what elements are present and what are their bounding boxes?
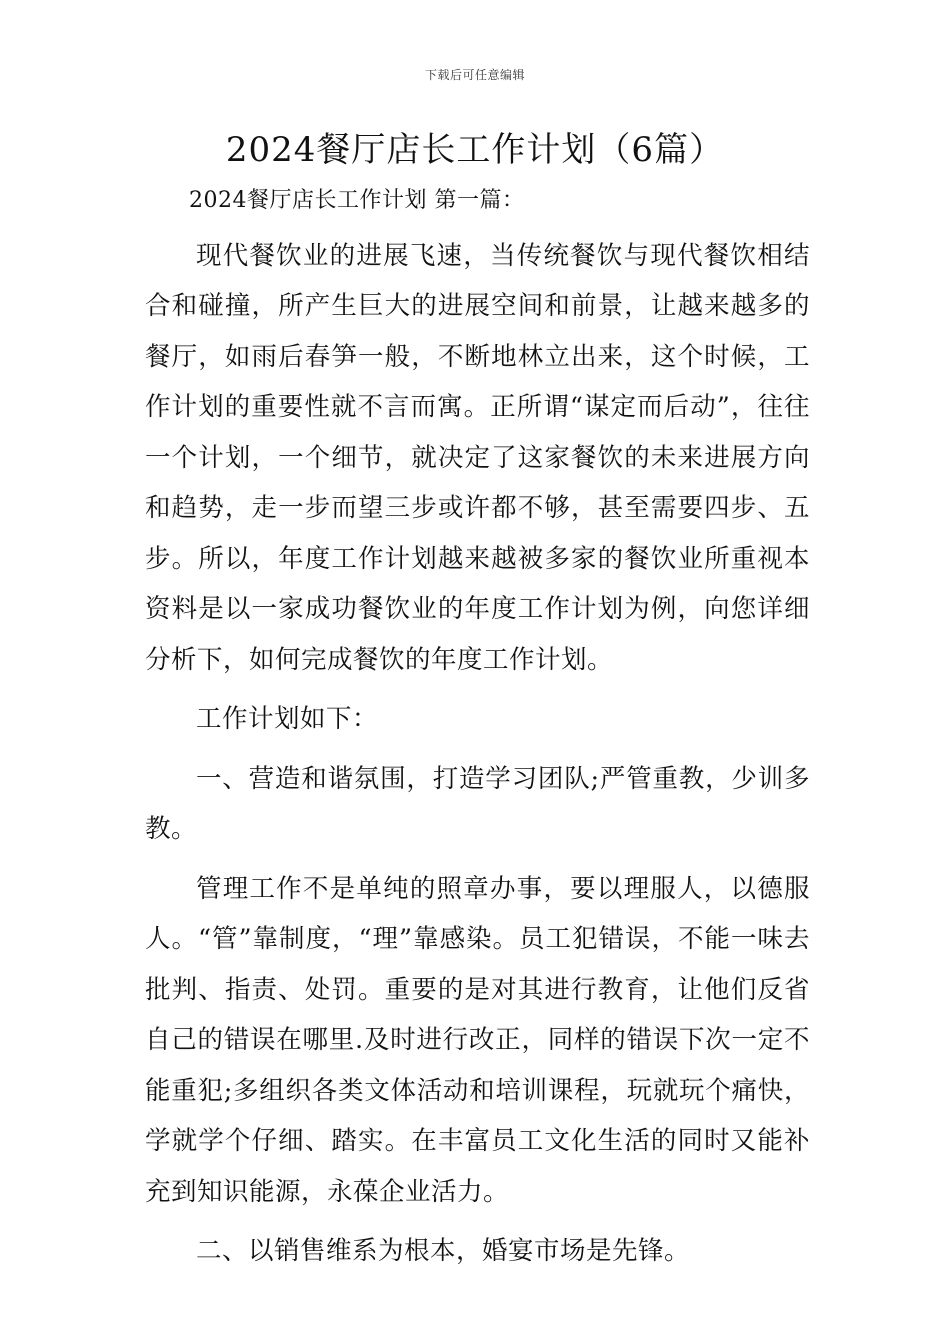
paragraph-point-two: 二、以销售维系为根本，婚宴市场是先锋。 bbox=[196, 1236, 691, 1266]
paragraph-point-one: 一、营造和谐氛围，打造学习团队;严管重教，少训多教。 bbox=[145, 763, 810, 844]
paragraph-management: 管理工作不是单纯的照章办事，要以理服人，以德服人。“管”靠制度，“理”靠感染。员工犯错误，不能一味去批判、指责、处罚。重要的是对其进行教育，让他们反省自己的错误在哪里.及时进行改正，同样的错误下次一定不能重犯;多组织各类文体活动和培训课程，玩就玩个痛快，学就学个仔细、踏实。在丰富员工文化生活的同时又能补充到知识能源，永葆企业活力。 bbox=[145, 873, 810, 1207]
paragraph-intro: 现代餐饮业的进展飞速，当传统餐饮与现代餐饮相结合和碰撞，所产生巨大的进展空间和前景，让越来越多的餐厅，如雨后春笋一般，不断地林立出来，这个时候，工作计划的重要性就不言而寓。正所谓“谋定而后动”，往往一个计划，一个细节，就决定了这家餐饮的未来进展方向和趋势，走一步而望三步或许都不够，甚至需要四步、五步。所以，年度工作计划越来越被多家的餐饮业所重视本资料是以一家成功餐饮业的年度工作计划为例，向您详细分析下，如何完成餐饮的年度工作计划。 bbox=[145, 240, 810, 675]
section-heading: 2024餐厅店长工作计划 第一篇： bbox=[189, 188, 525, 213]
document-title: 2024餐厅店长工作计划（6篇） bbox=[225, 130, 725, 170]
document-body bbox=[145, 176, 810, 1277]
header-note: 下载后可任意编辑 bbox=[424, 68, 525, 82]
paragraph-plan-heading: 工作计划如下： bbox=[196, 704, 379, 734]
